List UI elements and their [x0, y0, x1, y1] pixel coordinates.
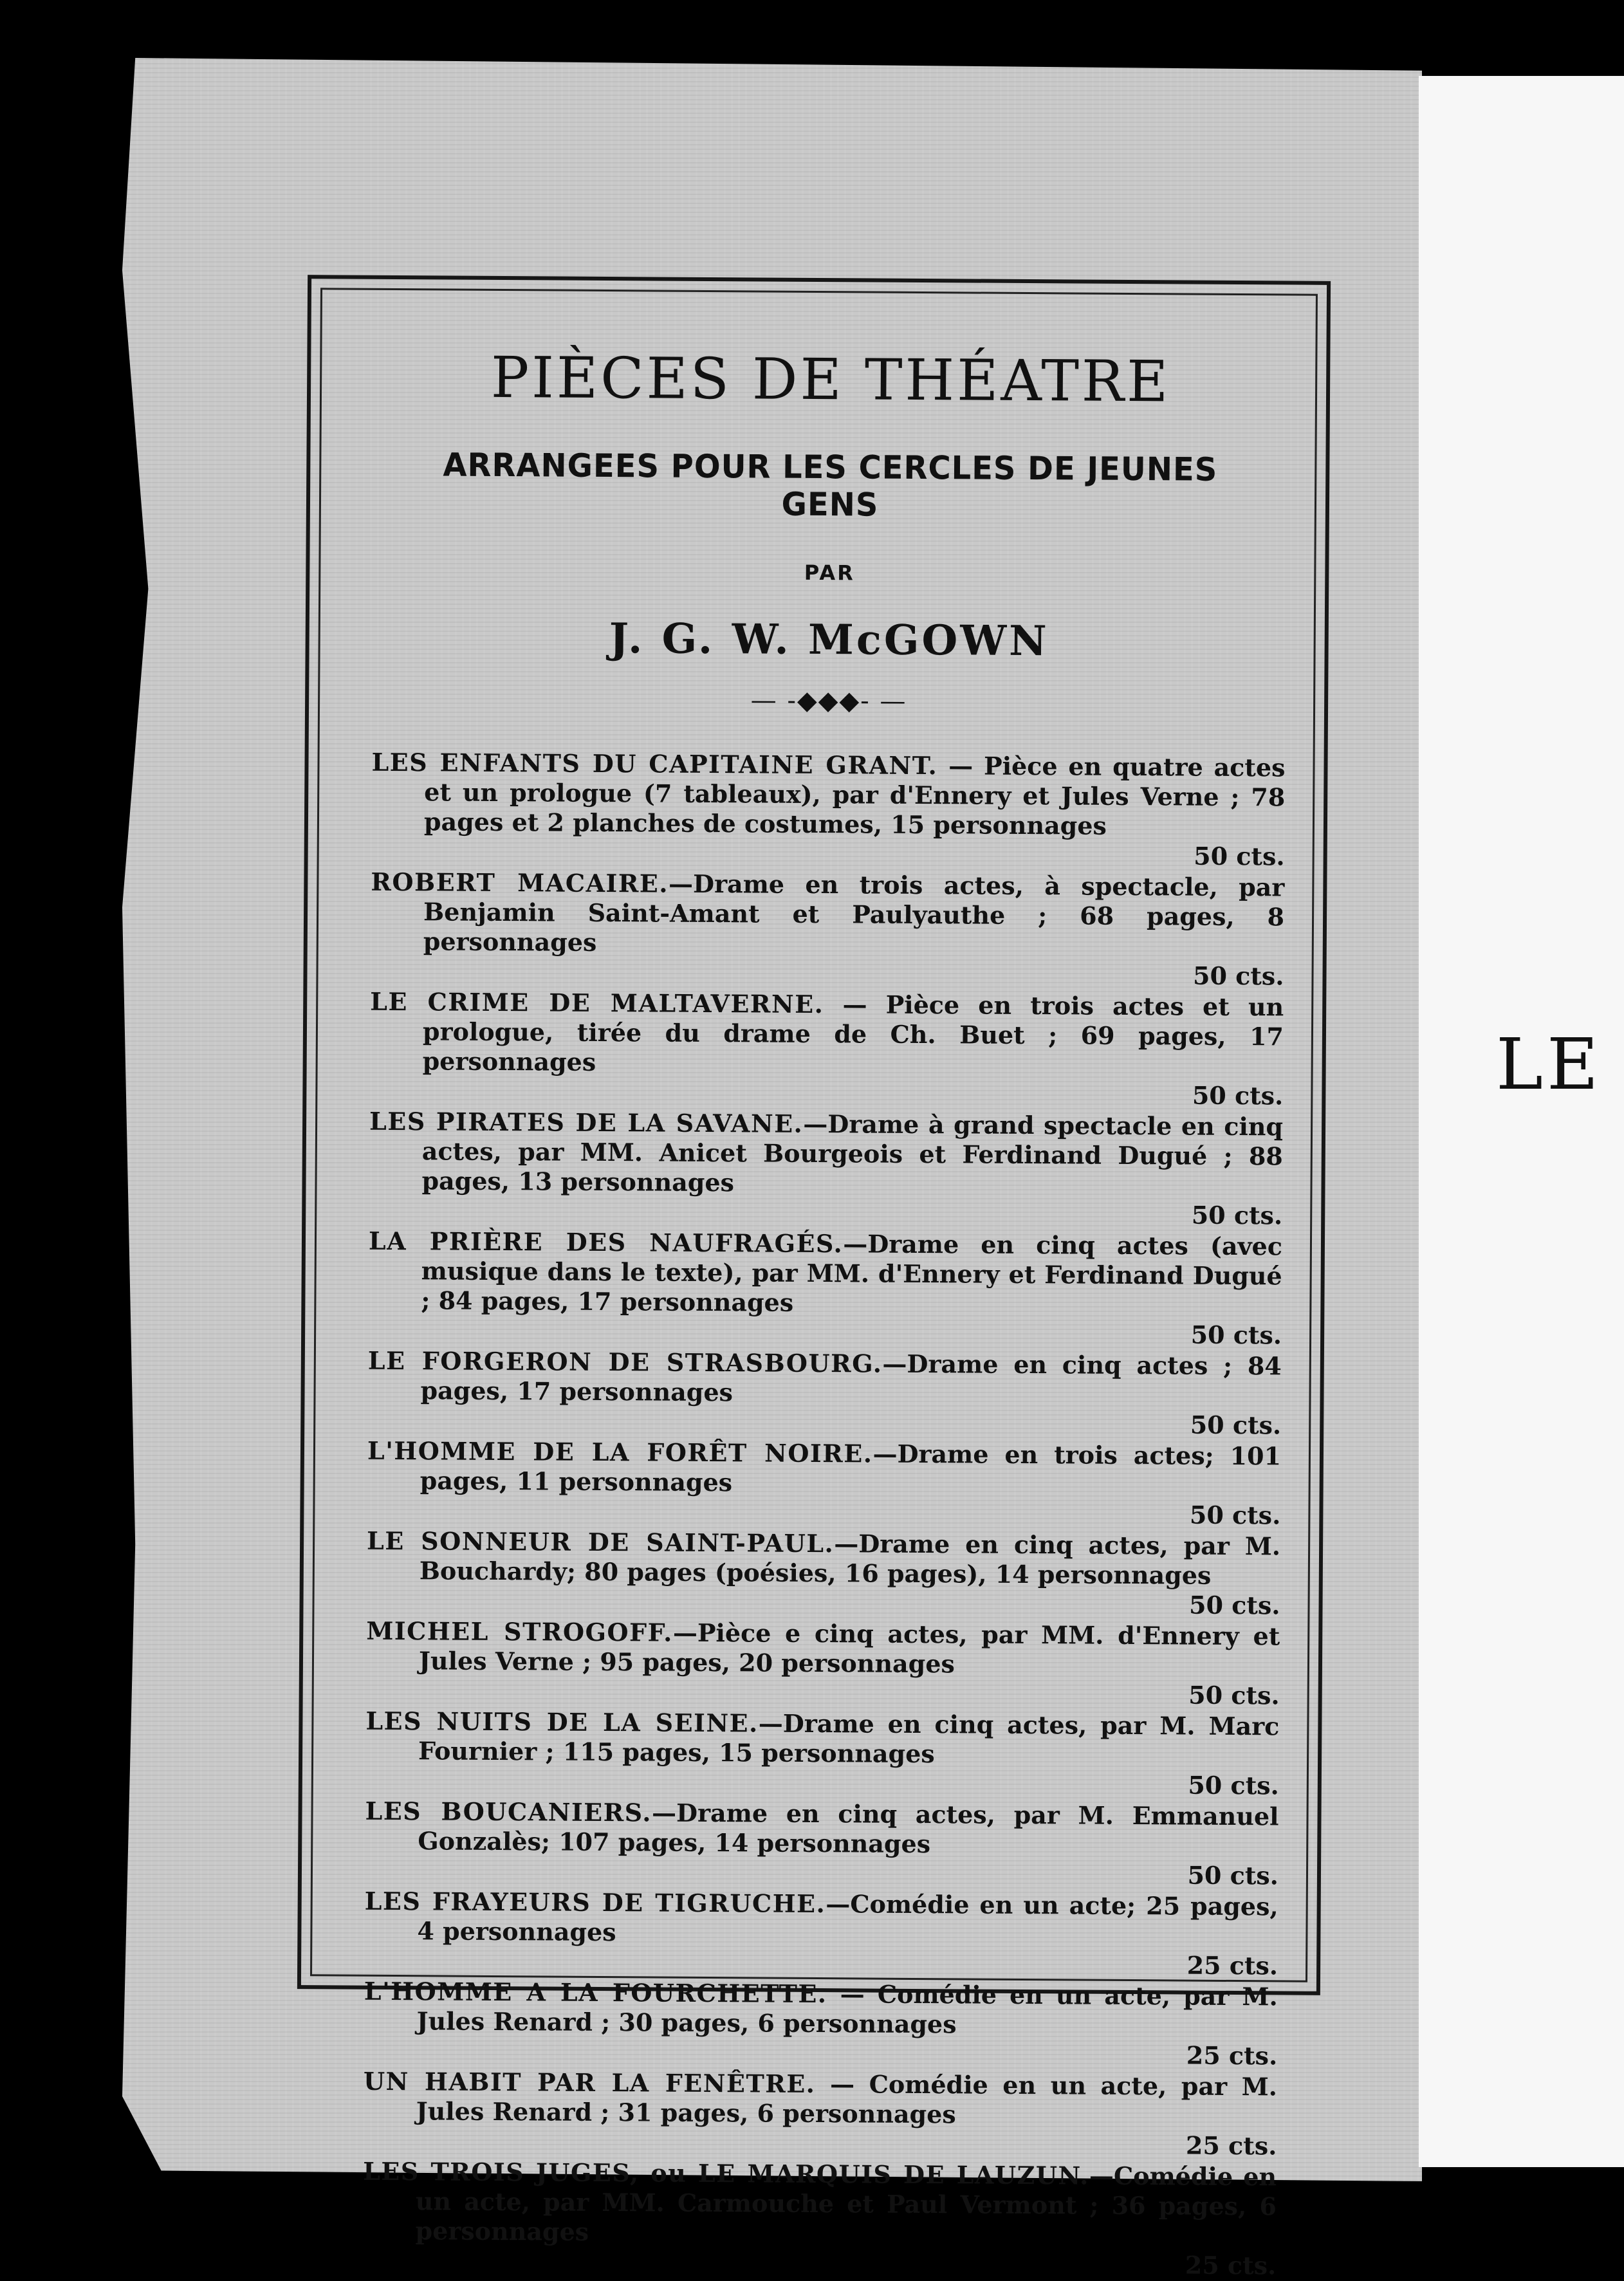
play-entry: [367, 1436, 1281, 1531]
play-title: LE CRIME DE MALTAVERNE.: [370, 986, 824, 1019]
catalog-content: [363, 344, 1287, 2280]
play-title: LE FORGERON DE STRASBOURG.: [367, 1345, 883, 1378]
play-title: LES FRAYEURS DE TIGRUCHE.: [364, 1886, 826, 1919]
catalog-subtitle: ARRANGEES POUR LES CERCLES DE JEUNES GENS: [443, 446, 1218, 524]
play-entry: [369, 1107, 1283, 1231]
play-description: —Drame en trois actes, à spectacle, par Benjamin Saint-Amant et Paulyauthe ; 68 pages, 8 personnages: [423, 869, 1285, 957]
play-description: —Comédie en un acte; 25 pages, 4 personnages: [417, 1889, 1278, 1947]
play-description: —Drame en cinq actes, par M. Emmanuel Gonzalès; 107 pages, 14 personnages: [418, 1798, 1279, 1859]
play-title: ROBERT MACAIRE.: [371, 867, 669, 898]
play-title: LES PIRATES DE LA SAVANE.: [369, 1106, 804, 1138]
right-page-heading: LE: [1496, 1023, 1603, 1105]
play-title: L'HOMME DE LA FORÊT NOIRE.: [367, 1436, 873, 1468]
play-title: LA PRIÈRE DES NAUFRAGÉS.: [368, 1226, 844, 1259]
play-price: 50 cts.: [1187, 1860, 1279, 1890]
play-entry: [365, 1706, 1280, 1801]
play-price: 50 cts.: [1192, 961, 1284, 991]
play-description: —Drame en cinq actes, par M. Bouchardy; 80 pages (poésies, 16 pages), 14 personnages: [419, 1529, 1281, 1590]
play-title: LES ENFANTS DU CAPITAINE GRANT.: [371, 747, 938, 780]
play-entry: [366, 1616, 1280, 1711]
play-price: 50 cts.: [1194, 841, 1285, 871]
play-description: — Comédie en un acte, par M. Jules Renard ; 30 pages, 6 personnages: [416, 1979, 1278, 2039]
ornament-divider: — -◆◆◆- —: [750, 685, 907, 716]
play-title: LES TROIS JUGES, ou LE MARQUIS DE LAUZUN.: [363, 2156, 1090, 2190]
play-price: 50 cts.: [1190, 1320, 1282, 1350]
play-entry: [362, 2157, 1277, 2281]
play-list: [362, 748, 1285, 2281]
play-price: 50 cts.: [1188, 1770, 1279, 1800]
play-entry: [364, 1977, 1278, 2071]
play-title: MICHEL STROGOFF.: [366, 1616, 674, 1647]
play-title: LES NUITS DE LA SEINE.: [365, 1706, 759, 1738]
play-description: —Drame en trois actes; 101 pages, 11 personnages: [420, 1439, 1282, 1497]
play-entry: [369, 987, 1284, 1111]
play-description: — Pièce en trois actes et un prologue, tirée du drame de Ch. Buet ; 69 pages, 17 personnages: [422, 990, 1284, 1076]
play-price: 50 cts.: [1191, 1200, 1283, 1230]
play-entry: [368, 1226, 1282, 1351]
play-description: —Drame en cinq actes, par M. Marc Fournier ; 115 pages, 15 personnages: [418, 1708, 1280, 1769]
play-description: —Pièce e cinq actes, par MM. d'Ennery et Jules Verne ; 95 pages, 20 personnages: [418, 1618, 1280, 1679]
play-description: —Drame à grand spectacle en cinq actes, par MM. Anicet Bourgeois et Ferdinand Dugué ; 88 pages, 13 personnages: [421, 1109, 1284, 1197]
catalog-frame: [297, 275, 1331, 2280]
play-description: — Pièce en quatre actes et un prologue (7 tableaux), par d'Ennery et Jules Verne ; 78 pages et 2 planches de costumes, 15 personnages: [423, 751, 1286, 840]
play-price: 25 cts.: [1186, 2040, 1278, 2071]
right-page: [1419, 76, 1624, 2167]
catalog-par: PAR: [804, 560, 855, 586]
play-entry: [364, 1887, 1278, 1981]
play-description: —Comédie en un acte, par MM. Carmouche et Paul Vermont ; 36 pages, 6 personnages: [415, 2161, 1277, 2246]
play-entry: [363, 2067, 1277, 2161]
play-entry: [370, 867, 1284, 992]
play-price: 50 cts.: [1189, 1500, 1281, 1530]
play-price: 25 cts.: [1185, 2130, 1277, 2161]
play-title: UN HABIT PAR LA FENÊTRE.: [363, 2066, 816, 2099]
play-price: 25 cts.: [1185, 2250, 1277, 2280]
play-description: —Drame en cinq actes (avec musique dans le texte), par MM. d'Ennery et Ferdinand Dugué ; 84 pages, 17 personnages: [421, 1229, 1283, 1317]
play-entry: [366, 1526, 1280, 1621]
play-title: LES BOUCANIERS.: [365, 1796, 652, 1827]
play-description: —Drame en cinq actes ; 84 pages, 17 personnages: [420, 1349, 1282, 1407]
play-price: 50 cts.: [1188, 1680, 1280, 1710]
play-price: 50 cts.: [1190, 1410, 1282, 1440]
catalog-title: PIÈCES DE THÉATRE: [490, 344, 1171, 415]
play-price: 25 cts.: [1186, 1950, 1278, 1981]
play-title: L'HOMME A LA FOURCHETTE.: [364, 1976, 827, 2009]
play-entry: [365, 1796, 1279, 1891]
play-description: — Comédie en un acte, par M. Jules Renard ; 31 pages, 6 personnages: [416, 2069, 1278, 2129]
play-title: LE SONNEUR DE SAINT-PAUL.: [366, 1526, 835, 1558]
play-entry: [371, 748, 1286, 872]
play-price: 50 cts.: [1192, 1080, 1284, 1111]
play-entry: [367, 1346, 1282, 1441]
catalog-author: J. G. W. McGOWN: [609, 614, 1049, 666]
play-price: 50 cts.: [1188, 1590, 1280, 1620]
